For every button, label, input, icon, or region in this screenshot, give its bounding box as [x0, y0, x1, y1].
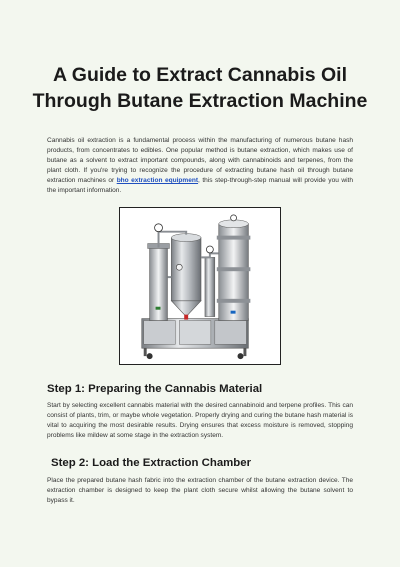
step-1-paragraph: Start by selecting excellent cannabis material with the desired cannabinoid and terpene profiles. This can consist of plants, trim, or maybe whole vegetation. Properly drying and curing the butane hash material is vital to acquiring the most desirable results. Drying ensures that excess moisture is removed, stopping problems like mildew at some stage in the extraction system.	[47, 402, 353, 440]
butane-extraction-machine-illustration	[120, 208, 280, 364]
step-2-paragraph: Place the prepared butane hash fabric into the extraction chamber of the butane extraction device. The extraction chamber is designed to keep the plant cloth secure whilst allowing the butane solvent to bypass it.	[47, 477, 353, 505]
step-2-heading: Step 2: Load the Extraction Chamber	[51, 457, 252, 469]
extraction-machine-image	[119, 207, 281, 365]
page-title: A Guide to Extract Cannabis Oil Through Butane Extraction Machine	[32, 64, 368, 112]
bho-extraction-equipment-link[interactable]: bho extraction equipment	[116, 177, 199, 185]
step-1-heading: Step 1: Preparing the Cannabis Material	[47, 383, 263, 395]
intro-text-before-link: Cannabis oil extraction is a fundamental process within the manufacturing of numerous butane hash products, from concentrates to edibles. One popular method is butane extraction, which makes use of butane as a solvent to extract important compounds, along with cannabinoids and terpenes, from the plant cloth. If you're trying to recognize the procedure of extracting butane hash oil through butane extraction machines or	[47, 137, 353, 185]
intro-text-after-link: , this step-through-step manual will provide you with the important information.	[47, 177, 353, 195]
intro-paragraph	[47, 136, 353, 197]
